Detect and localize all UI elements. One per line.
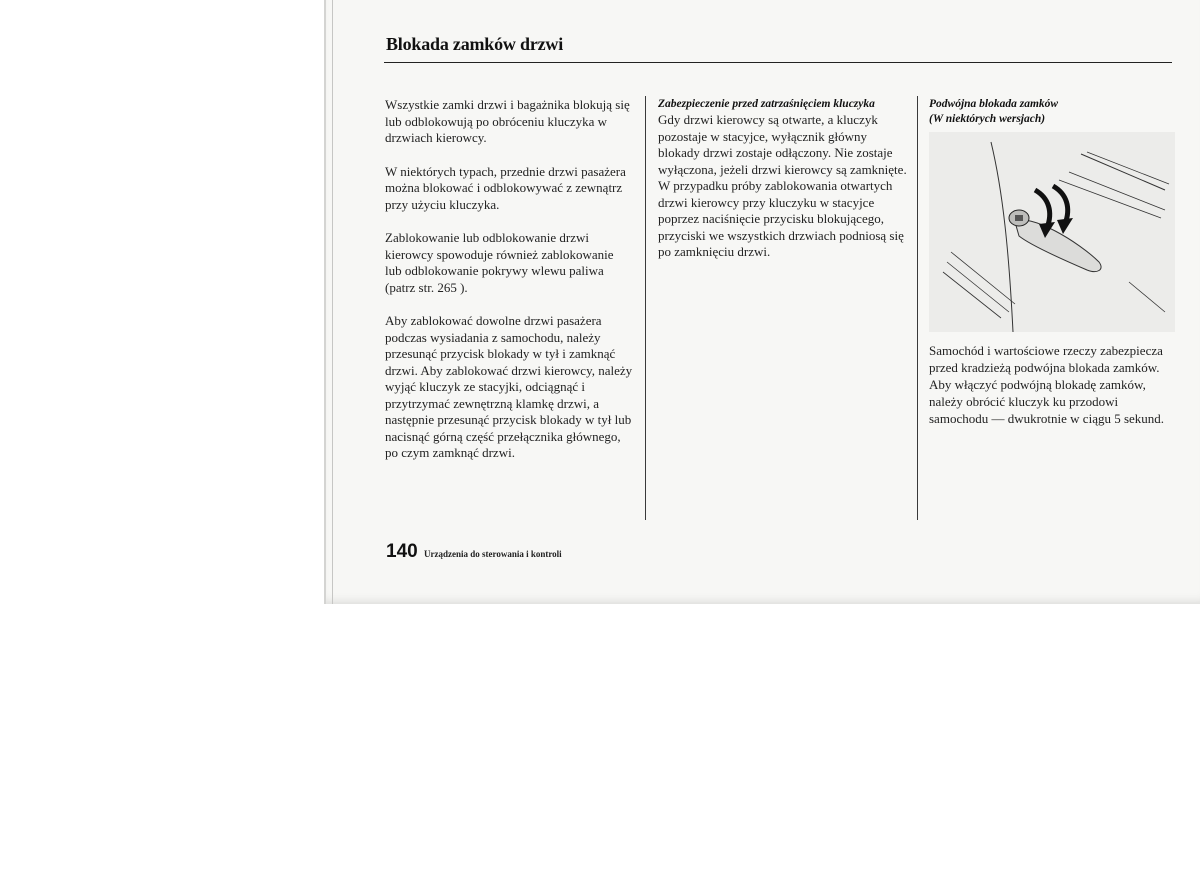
paragraph-passenger-door: W niektórych typach, przednie drzwi pasażera można blokować i odblokowywać z zewnątrz przy użyciu kluczyka. [385,163,626,212]
column-lockout-protection [658,97,908,261]
paragraph-fuel-lid: Zablokowanie lub odblokowanie drzwi kierowcy spowoduje również zablokowanie lub odblokowanie pokrywy wlewu paliwa (patrz str. 265 ). [385,230,614,295]
paragraph-locking-procedure: Aby zablokować dowolne drzwi pasażera podczas wysiadania z samochodu, należy przesunąć przycisk blokady w tył i zamknąć drzwi. Aby zablokować drzwi kierowcy, należy wyjąć kluczyk ze stacyjki, odciągnąć i przytrzymać zewnętrzną klamkę drzwi, a następnie przesunąć przycisk blokady w tył lub nacisnąć górną część przełącznika głównego, po czym zamknąć drzwi. [385,313,633,460]
column-divider-2 [917,96,918,520]
door-lock-illustration [929,132,1175,332]
page-number: 140 [386,541,418,562]
column-double-lock [929,97,1177,127]
double-lock-caption: Samochód i wartościowe rzeczy zabezpiecza przed kradzieżą podwójna blokada zamków. Aby włączyć podwójną blokadę zamków, należy obrócić kluczyk ku przodowi samochodu — dwukrotnie w ciągu 5 sekund. [929,343,1165,426]
lockout-text: Gdy drzwi kierowcy są otwarte, a kluczyk pozostaje w stacyjce, wyłącznik główny blokady drzwi zostaje odłączony. Nie zostaje wyłączona, jeżeli drzwi kierowcy są zamknięte. W przypadku próby zablokowania otwartych drzwi kierowcy przy kluczyku w stacyjce poprzez naciśnięcie przycisku blokującego, przyciski we wszystkich drzwiach podniosą się po zamknięciu drzwi. [658,112,907,259]
page-title: Blokada zamków drzwi [386,34,564,54]
column-door-lock-intro [385,97,633,479]
paragraph-intro: Wszystkie zamki drzwi i bagażnika blokują się lub odblokowują po obróceniu kluczyka w drzwiach kierowcy. [385,97,630,145]
double-lock-subheading: (W niektórych wersjach) [929,113,1046,125]
page-binding-edge [332,0,333,604]
footer-section-title: Urządzenia do sterowania i kontroli [424,549,562,559]
lockout-heading: Zabezpieczenie przed zatrzaśnięciem kluczyka [658,98,875,110]
double-lock-heading: Podwójna blokada zamków [929,98,1059,110]
column-divider-1 [645,96,646,520]
title-rule [384,62,1172,63]
